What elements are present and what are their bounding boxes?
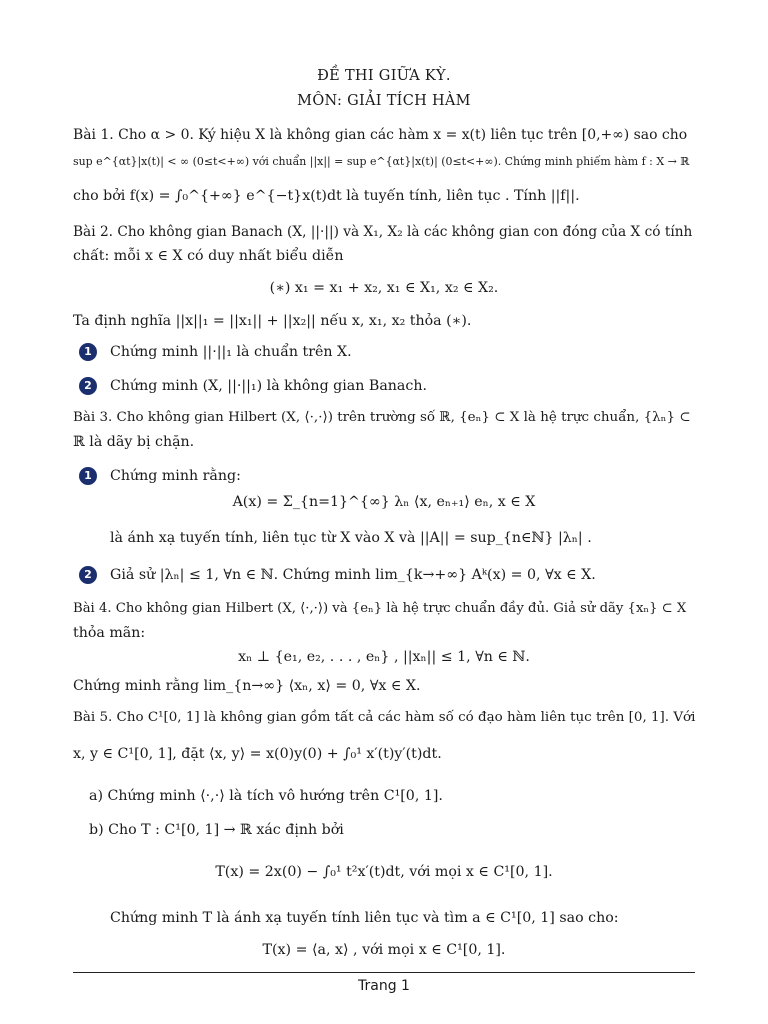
problem-1-line-1: Bài 1. Cho α > 0. Ký hiệu X là không gian các hàm x = x(t) liên tục trên [0,+∞) sao cho [73, 127, 688, 143]
problem-1-line-2: sup e^{αt}|x(t)| < ∞ (0≤t<+∞) với chuẩn ||x|| = sup e^{αt}|x(t)| (0≤t<+∞). Chứng minh phiếm hàm f : X → ℝ [73, 155, 690, 168]
item-number-badge: 1 [79, 343, 97, 361]
item-number-badge: 1 [79, 467, 97, 485]
problem-5-part-a: a) Chứng minh ⟨·,·⟩ là tích vô hướng trên C¹[0, 1]. [89, 788, 443, 804]
problem-2-line-2: chất: mỗi x ∈ X có duy nhất biểu diễn [73, 248, 344, 264]
exam-title: ĐỀ THI GIỮA KỲ. [317, 68, 451, 84]
problem-2-equation: (∗) x₁ = x₁ + x₂, x₁ ∈ X₁, x₂ ∈ X₂. [269, 280, 499, 296]
problem-5-line-2: x, y ∈ C¹[0, 1], đặt ⟨x, y⟩ = x(0)y(0) + ∫₀¹ x′(t)y′(t)dt. [73, 746, 442, 762]
item-number-badge: 2 [79, 377, 97, 395]
problem-4-line-2: thỏa mãn: [73, 625, 146, 641]
problem-2-item-2: Chứng minh (X, ||·||₁) là không gian Banach. [110, 378, 427, 394]
problem-3-line-2: ℝ là dãy bị chặn. [73, 434, 195, 450]
page-number: Trang 1 [358, 978, 410, 994]
problem-4-line-1: Bài 4. Cho không gian Hilbert (X, ⟨·,·⟩) và {eₙ} là hệ trực chuẩn đầy đủ. Giả sử dãy {xₙ} ⊂ X [73, 601, 687, 616]
problem-5-part-b: b) Cho T : C¹[0, 1] → ℝ xác định bởi [89, 822, 344, 838]
problem-2-item-1: Chứng minh ||·||₁ là chuẩn trên X. [110, 344, 352, 360]
problem-3-item-1-intro: Chứng minh rằng: [110, 468, 241, 484]
problem-3-line-1: Bài 3. Cho không gian Hilbert (X, ⟨·,·⟩) trên trường số ℝ, {eₙ} ⊂ X là hệ trực chuẩn, {λₙ} ⊂ [73, 410, 691, 425]
problem-3-item-1-claim: là ánh xạ tuyến tính, liên tục từ X vào X và ||A|| = sup_{n∈ℕ} |λₙ| . [110, 530, 592, 546]
problem-5-functional: T(x) = 2x(0) − ∫₀¹ t²x′(t)dt, với mọi x ∈ C¹[0, 1]. [215, 864, 553, 880]
problem-4-condition: xₙ ⊥ {e₁, e₂, . . . , eₙ} , ||xₙ|| ≤ 1, ∀n ∈ ℕ. [238, 649, 530, 665]
problem-2-definition: Ta định nghĩa ||x||₁ = ||x₁|| + ||x₂|| nếu x, x₁, x₂ thỏa (∗). [73, 313, 472, 329]
problem-5-representation: T(x) = ⟨a, x⟩ , với mọi x ∈ C¹[0, 1]. [262, 942, 506, 958]
problem-3-operator-formula: A(x) = Σ_{n=1}^{∞} λₙ ⟨x, eₙ₊₁⟩ eₙ, x ∈ X [232, 494, 536, 510]
problem-2-line-1: Bài 2. Cho không gian Banach (X, ||·||) và X₁, X₂ là các không gian con đóng của X có tính [73, 224, 693, 240]
problem-1-line-3: cho bởi f(x) = ∫₀^{+∞} e^{−t}x(t)dt là tuyến tính, liên tục . Tính ||f||. [73, 188, 580, 204]
problem-4-claim: Chứng minh rằng lim_{n→∞} ⟨xₙ, x⟩ = 0, ∀x ∈ X. [73, 678, 421, 694]
footer-divider [73, 972, 695, 973]
item-number-badge: 2 [79, 566, 97, 584]
exam-subject: MÔN: GIẢI TÍCH HÀM [297, 93, 471, 109]
problem-5-part-b-claim: Chứng minh T là ánh xạ tuyến tính liên tục và tìm a ∈ C¹[0, 1] sao cho: [110, 910, 619, 926]
problem-5-line-1: Bài 5. Cho C¹[0, 1] là không gian gồm tất cả các hàm số có đạo hàm liên tục trên [0, 1]. Với [73, 710, 696, 725]
problem-3-item-2: Giả sử |λₙ| ≤ 1, ∀n ∈ ℕ. Chứng minh lim_{k→+∞} Aᵏ(x) = 0, ∀x ∈ X. [110, 567, 596, 583]
